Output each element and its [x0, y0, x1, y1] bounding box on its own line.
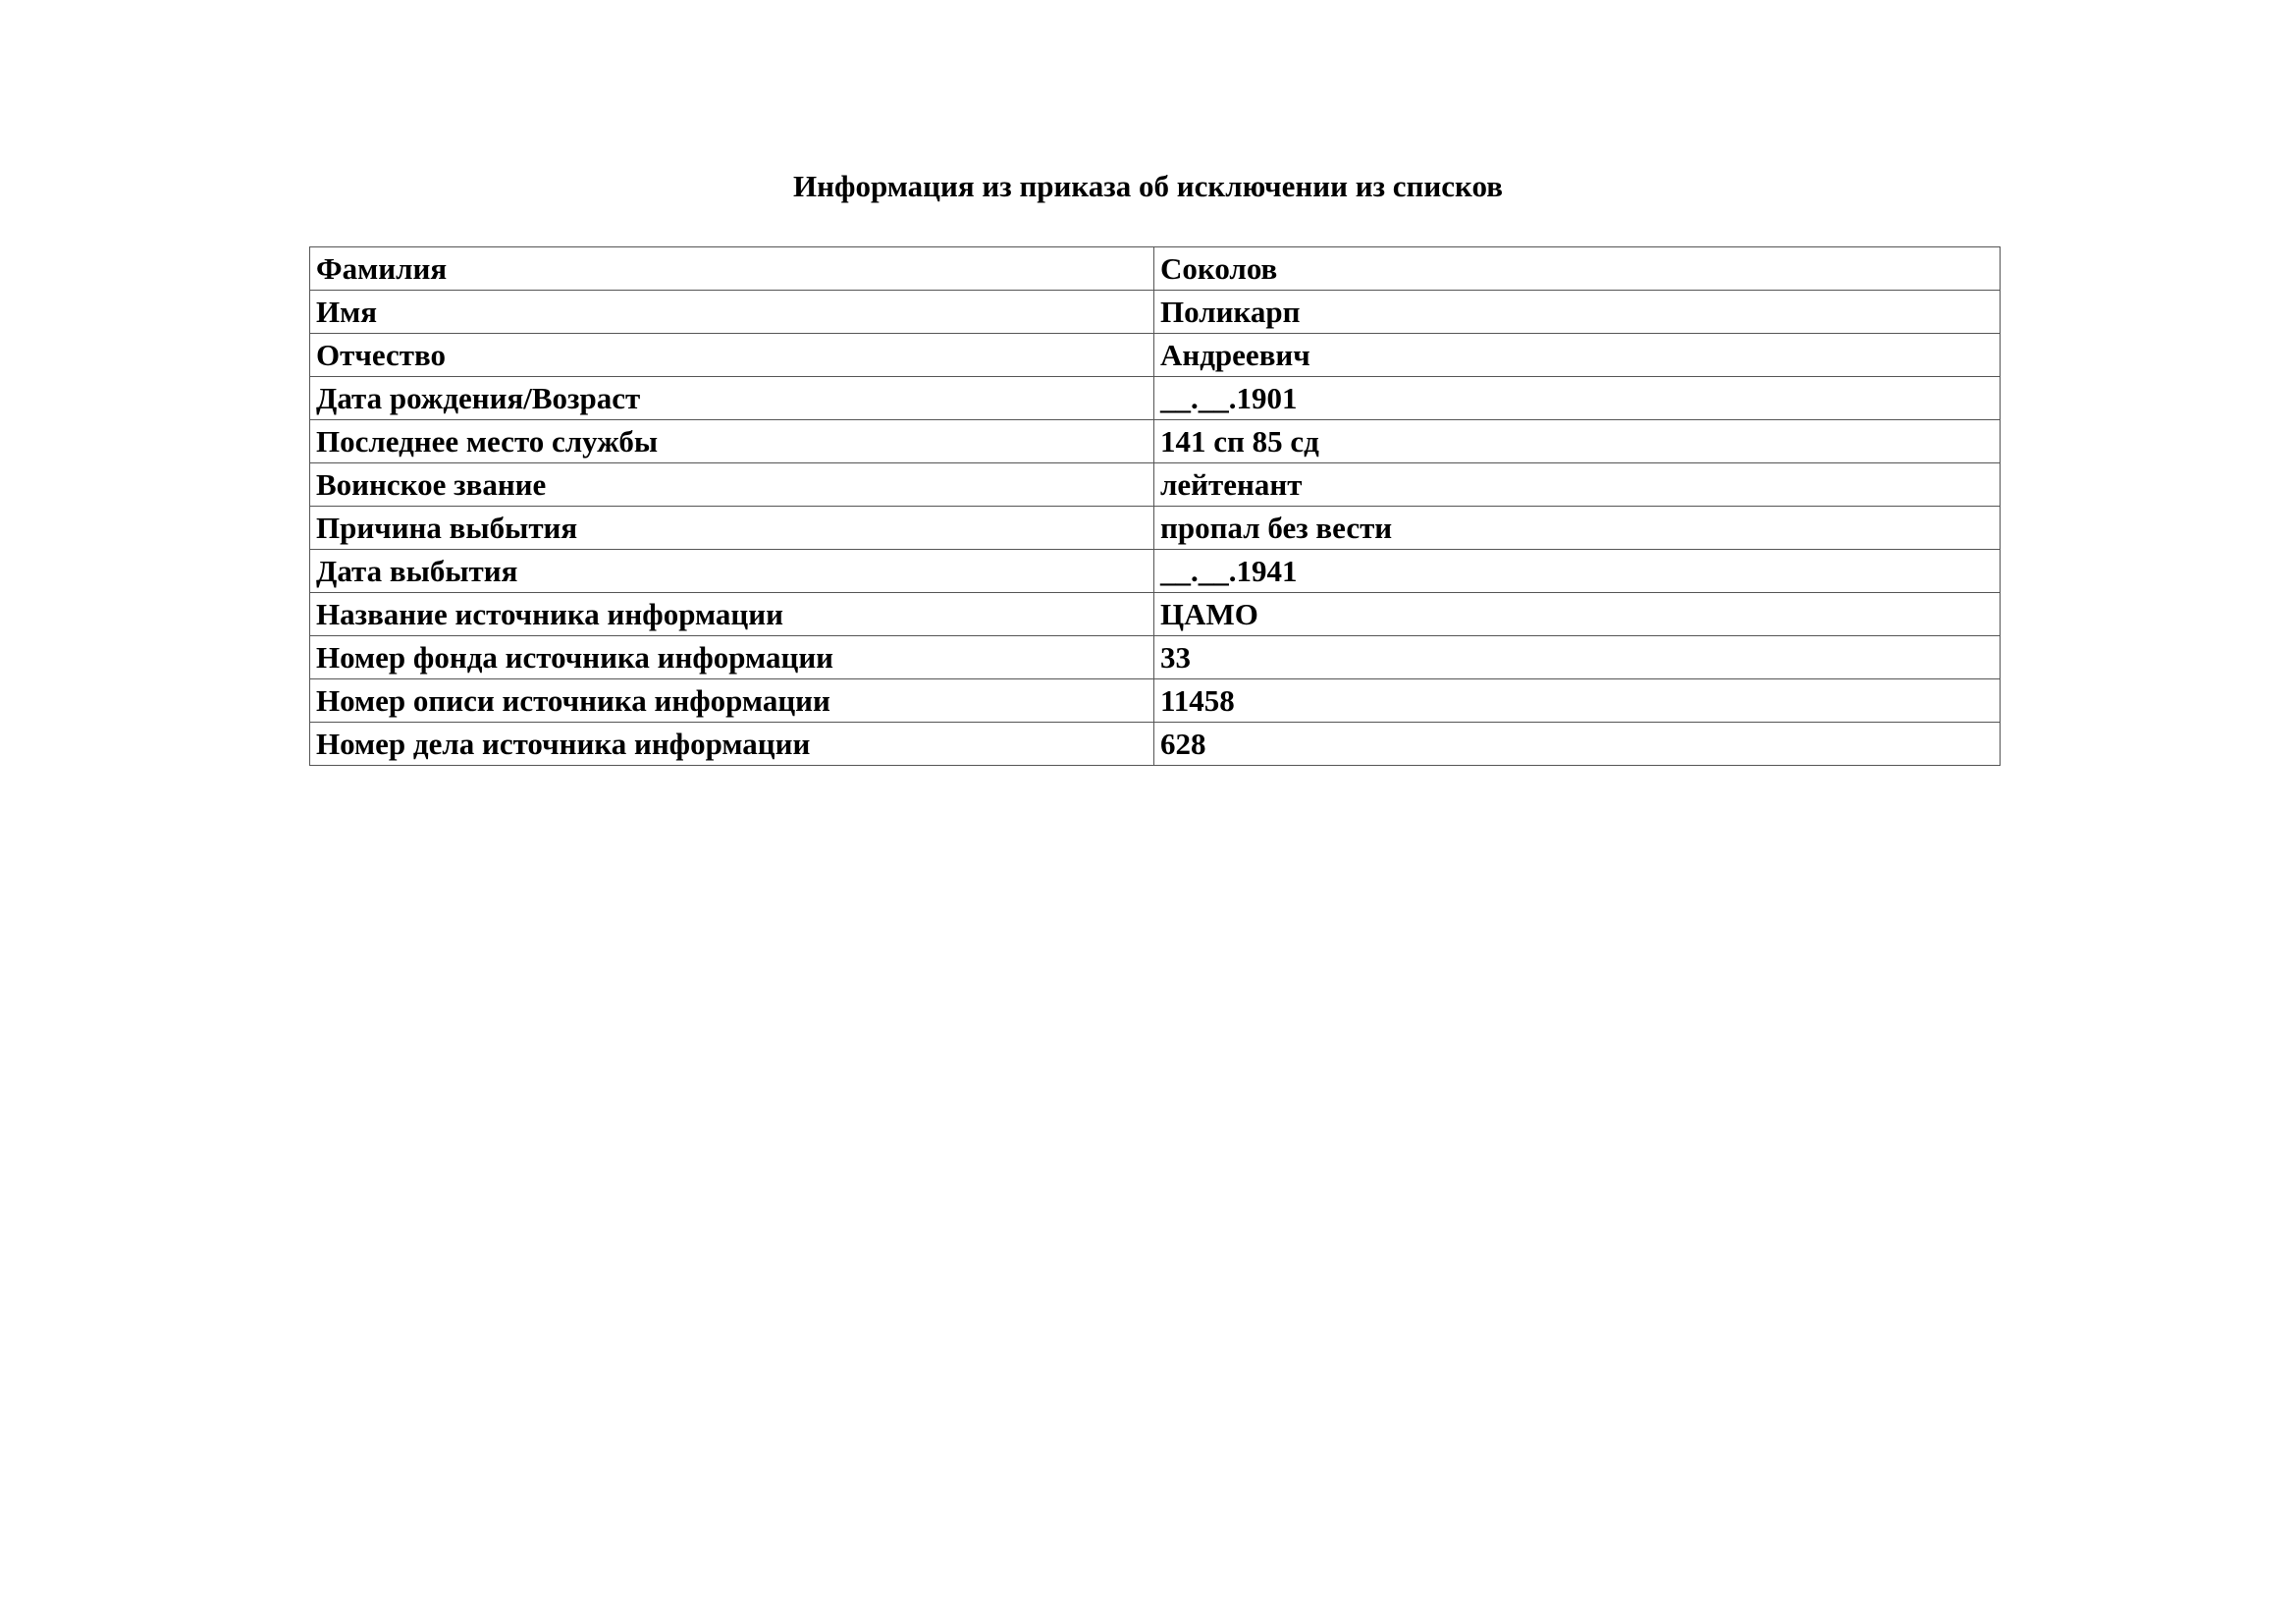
table-row-departure-reason: [310, 507, 2001, 550]
row-value: лейтенант: [1154, 463, 2001, 507]
row-value: __.__.1901: [1154, 377, 2001, 420]
table-row-inventory-number: [310, 679, 2001, 723]
row-label: Имя: [310, 291, 1154, 334]
row-value: пропал без вести: [1154, 507, 2001, 550]
row-value: Поликарп: [1154, 291, 2001, 334]
table-row-first-name: [310, 291, 2001, 334]
table-row-fund-number: [310, 636, 2001, 679]
table-row-departure-date: [310, 550, 2001, 593]
row-label: Фамилия: [310, 247, 1154, 291]
row-value: ЦАМО: [1154, 593, 2001, 636]
table-row-source-name: [310, 593, 2001, 636]
row-label: Номер фонда источника информации: [310, 636, 1154, 679]
table-row-last-service-place: [310, 420, 2001, 463]
row-label: Номер дела источника информации: [310, 723, 1154, 766]
page-title: Информация из приказа об исключении из списков: [793, 169, 1503, 203]
table-row-surname: [310, 247, 2001, 291]
row-value: Андреевич: [1154, 334, 2001, 377]
row-value: 33: [1154, 636, 2001, 679]
row-label: Название источника информации: [310, 593, 1154, 636]
row-label: Номер описи источника информации: [310, 679, 1154, 723]
row-label: Дата рождения/Возраст: [310, 377, 1154, 420]
row-label: Дата выбытия: [310, 550, 1154, 593]
row-value: __.__.1941: [1154, 550, 2001, 593]
table-row-birth-date: [310, 377, 2001, 420]
row-value: 628: [1154, 723, 2001, 766]
row-label: Отчество: [310, 334, 1154, 377]
row-value: Соколов: [1154, 247, 2001, 291]
table-row-patronymic: [310, 334, 2001, 377]
row-label: Последнее место службы: [310, 420, 1154, 463]
table-row-military-rank: [310, 463, 2001, 507]
row-label: Причина выбытия: [310, 507, 1154, 550]
row-value: 11458: [1154, 679, 2001, 723]
record-table: [309, 246, 2001, 766]
table-row-file-number: [310, 723, 2001, 766]
row-value: 141 сп 85 сд: [1154, 420, 2001, 463]
row-label: Воинское звание: [310, 463, 1154, 507]
